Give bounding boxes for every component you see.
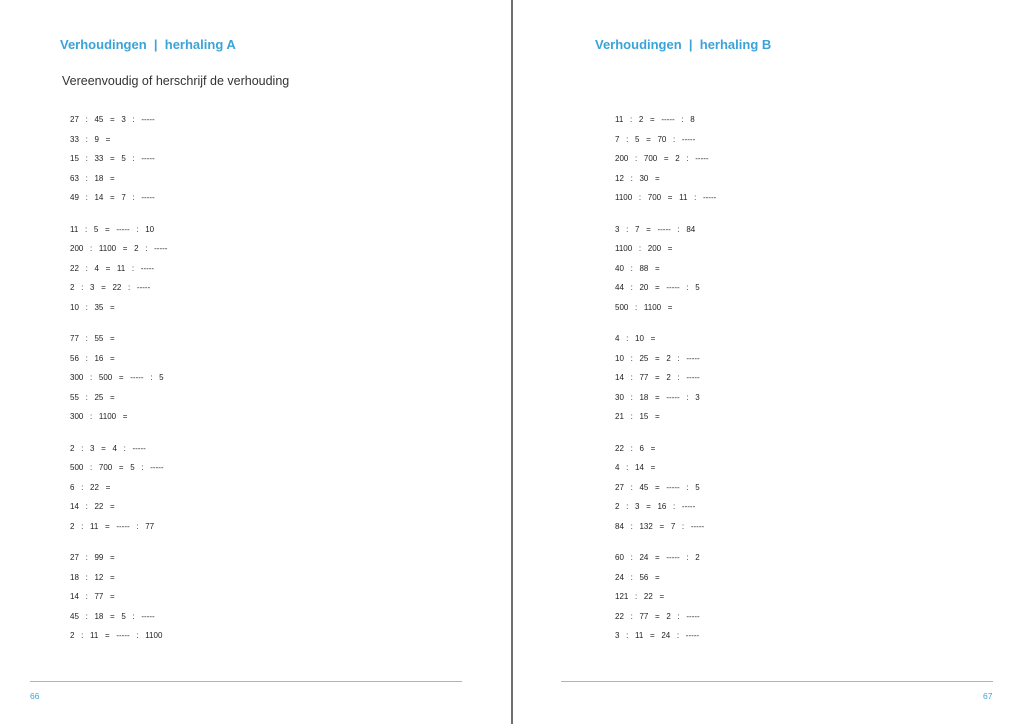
exercise-list [0,0,511,724]
exercise-item: 2 : 3 = 4 : ----- [70,443,146,453]
instruction-text: Vereenvoudig of herschrijf de verhouding [62,74,290,88]
exercise-item: 500 : 1100 = [615,302,673,312]
exercise-item: 3 : 7 = ----- : 84 [615,224,696,234]
exercise-item: 40 : 88 = [615,263,660,273]
exercise-item: 33 : 9 = [70,134,111,144]
exercise-item: 2 : 11 = ----- : 1100 [70,631,163,640]
exercise-item: 7 : 5 = 70 : ----- [615,134,696,144]
exercise-item: 44 : 20 = ----- : 5 [615,283,700,292]
exercise-item: 14 : 77 = [70,592,115,601]
exercise-item: 22 : 4 = 11 : ----- [70,263,155,273]
exercise-item: 56 : 16 = [70,353,115,363]
exercise-item: 60 : 24 = ----- : 2 [615,553,700,562]
exercise-item: 6 : 22 = [70,482,111,492]
exercise-item: 4 : 14 = [615,463,656,472]
page-left [0,0,511,724]
exercise-item: 22 : 6 = [615,443,656,453]
exercise-item: 30 : 18 = ----- : 3 [615,392,700,402]
exercise-item: 11 : 5 = ----- : 10 [70,224,155,234]
footer-rule [561,681,993,682]
page-right [513,0,1024,724]
exercise-item: 2 : 11 = ----- : 77 [70,521,155,531]
exercise-item: 200 : 1100 = 2 : ----- [70,244,168,253]
exercise-item: 14 : 77 = 2 : ----- [615,373,700,382]
exercise-item: 15 : 33 = 5 : ----- [70,154,155,163]
exercise-item: 14 : 22 = [70,502,115,511]
exercise-item: 27 : 45 = ----- : 5 [615,482,700,492]
footer-rule [30,681,462,682]
exercise-item: 11 : 2 = ----- : 8 [615,115,695,124]
exercise-item: 3 : 11 = 24 : ----- [615,631,700,640]
exercise-item: 49 : 14 = 7 : ----- [70,193,155,202]
exercise-item: 300 : 500 = ----- : 5 [70,373,164,382]
exercise-item: 63 : 18 = [70,173,115,183]
exercise-item: 27 : 99 = [70,553,115,562]
exercise-item: 300 : 1100 = [70,412,128,421]
exercise-item: 84 : 132 = 7 : ----- [615,521,705,531]
exercise-item: 18 : 12 = [70,572,115,582]
exercise-item: 21 : 15 = [615,412,660,421]
exercise-item: 1100 : 200 = [615,244,673,253]
exercise-item: 24 : 56 = [615,572,660,582]
page-title: Verhoudingen | herhaling B [595,37,772,52]
exercise-list [513,0,1024,724]
exercise-item: 12 : 30 = [615,173,660,183]
exercise-item: 1100 : 700 = 11 : ----- [615,193,717,202]
exercise-item: 4 : 10 = [615,334,656,343]
exercise-item: 55 : 25 = [70,392,115,402]
exercise-item: 45 : 18 = 5 : ----- [70,611,155,621]
exercise-item: 27 : 45 = 3 : ----- [70,115,155,124]
page-number: 66 [30,691,40,701]
page-number: 67 [983,691,993,701]
page-title: Verhoudingen | herhaling A [60,37,236,52]
exercise-item: 10 : 35 = [70,302,115,312]
exercise-item: 2 : 3 = 22 : ----- [70,283,151,292]
exercise-item: 22 : 77 = 2 : ----- [615,611,700,621]
exercise-item: 2 : 3 = 16 : ----- [615,502,696,511]
exercise-item: 77 : 55 = [70,334,115,343]
exercise-item: 10 : 25 = 2 : ----- [615,353,700,363]
exercise-item: 121 : 22 = [615,592,665,601]
exercise-item: 200 : 700 = 2 : ----- [615,154,709,163]
exercise-item: 500 : 700 = 5 : ----- [70,463,164,472]
